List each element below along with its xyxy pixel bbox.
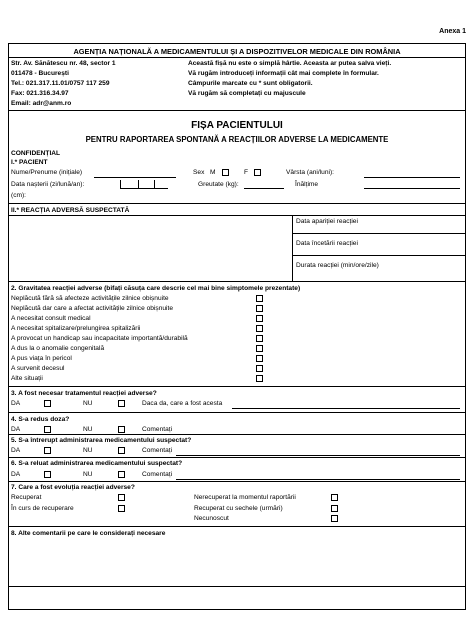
severity-option-1: Neplăcută fără să afecteze activitățile zilnice obișnuite (11, 295, 169, 302)
sex-male-checkbox[interactable] (222, 169, 229, 176)
dose-reduced-yes-label: DA (11, 426, 21, 433)
discontinued-no-label: NU (83, 447, 93, 454)
severity-option-7: A pus viața în pericol (11, 355, 72, 362)
reaction-divider (292, 215, 293, 281)
note-2: Vă rugăm introduceți informații cât mai complete în formular. (188, 70, 379, 77)
dose-reduced-comments-label: Comentați (142, 426, 173, 433)
height-label: Înălțime (295, 181, 319, 188)
contact-fax: Fax: 021.316.34.97 (11, 90, 69, 97)
confidential-label: CONFIDENȚIAL (11, 150, 61, 157)
divider (8, 281, 466, 282)
sex-male-label: M (210, 169, 216, 176)
divider (8, 215, 466, 216)
treatment-no-checkbox[interactable] (118, 400, 125, 407)
outcome-recovered-label: Recuperat (11, 494, 42, 501)
dose-reduced-no-label: NU (83, 426, 93, 433)
divider (8, 481, 466, 482)
resumed-comments-label: Comentați (142, 471, 173, 478)
severity-option-8: A survenit decesul (11, 365, 65, 372)
severity-option-4: A necesitat spitalizare/prelungirea spitalizării (11, 325, 141, 332)
severity-checkbox-9[interactable] (256, 375, 263, 382)
sex-female-label: F (244, 169, 249, 176)
duration-label: Durata reacției (min/ore/zile) (296, 262, 379, 269)
dob-separator (120, 180, 121, 189)
severity-checkbox-8[interactable] (256, 365, 263, 372)
resumed-yes-label: DA (11, 471, 21, 478)
severity-checkbox-1[interactable] (256, 295, 263, 302)
name-label: Nume/Prenume (inițiale) (11, 169, 83, 176)
note-1: Această fișă nu este o simplă hârtie. Aceasta ar putea salva vieți. (188, 60, 392, 67)
note-3: Câmpurile marcate cu * sunt obligatorii. (188, 80, 313, 87)
onset-label: Data apariției reacției (296, 218, 358, 225)
discontinued-comments-field[interactable] (176, 455, 460, 456)
outcome-recovering-checkbox[interactable] (118, 505, 125, 512)
dose-reduced-heading: 4. S-a redus doza? (11, 416, 70, 423)
treatment-detail-label: Daca da, care a fost acesta (142, 400, 223, 407)
height-field[interactable] (364, 188, 460, 189)
contact-address: Str. Av. Sănătescu nr. 48, sector 1 (11, 60, 116, 67)
outcome-sequelae-checkbox[interactable] (331, 505, 338, 512)
annex-label: Anexa 1 (439, 28, 466, 35)
outcome-recovered-checkbox[interactable] (118, 494, 125, 501)
dob-separator (138, 180, 139, 189)
contact-email: Email: adr@anm.ro (11, 100, 72, 107)
dose-reduced-yes-checkbox[interactable] (44, 426, 51, 433)
divider (8, 110, 466, 111)
severity-checkbox-5[interactable] (256, 335, 263, 342)
divider (8, 57, 466, 58)
treatment-heading: 3. A fost necesar tratamentul reacției adverse? (11, 390, 157, 397)
end-label: Data încetării reacției (296, 240, 358, 247)
resumed-yes-checkbox[interactable] (44, 471, 51, 478)
treatment-yes-label: DA (11, 400, 21, 407)
outcome-recovering-label: În curs de recuperare (11, 505, 74, 512)
form-title: FIȘA PACIENTULUI (191, 120, 283, 131)
divider (8, 586, 466, 587)
treatment-yes-checkbox[interactable] (44, 400, 51, 407)
outcome-not-recovered-label: Nerecuperat la momentul raportării (194, 494, 296, 501)
age-label: Vârsta (ani/luni): (286, 169, 335, 176)
severity-checkbox-7[interactable] (256, 355, 263, 362)
outcome-unknown-checkbox[interactable] (331, 515, 338, 522)
contact-tel: Tel.: 021.317.11.01/0757 117 259 (11, 80, 110, 87)
resumed-comments-field[interactable] (176, 479, 460, 480)
divider (8, 386, 466, 387)
severity-option-5: A provocat un handicap sau incapacitate importantă/durabilă (11, 335, 188, 342)
outcome-not-recovered-checkbox[interactable] (331, 494, 338, 501)
divider (292, 255, 466, 256)
divider (8, 412, 466, 413)
weight-field[interactable] (244, 188, 284, 189)
severity-checkbox-3[interactable] (256, 315, 263, 322)
divider (8, 434, 466, 435)
discontinued-heading: 5. S-a întrerupt administrarea medicamentului suspectat? (11, 437, 192, 444)
note-4: Vă rugăm să completați cu majuscule (188, 90, 306, 97)
resumed-no-label: NU (83, 471, 93, 478)
discontinued-yes-checkbox[interactable] (44, 447, 51, 454)
weight-label: Greutate (kg): (198, 181, 239, 188)
dob-label: Data nașterii (zi/lună/an): (11, 181, 85, 188)
sex-label: Sex (193, 169, 205, 176)
divider (8, 526, 466, 527)
age-field[interactable] (364, 177, 460, 178)
agency-title: AGENȚIA NAȚIONALĂ A MEDICAMENTULUI ȘI A DISPOZITIVELOR MEDICALE DIN ROMÂNIA (73, 47, 401, 56)
discontinued-no-checkbox[interactable] (118, 447, 125, 454)
name-field[interactable] (94, 177, 176, 178)
comments-area[interactable] (10, 540, 464, 584)
resumed-heading: 6. S-a reluat administrarea medicamentului suspectat? (11, 460, 183, 467)
severity-option-2: Neplăcută dar care a afectat activitățile zilnice obișnuite (11, 305, 174, 312)
discontinued-yes-label: DA (11, 447, 21, 454)
dose-reduced-no-checkbox[interactable] (118, 426, 125, 433)
outcome-heading: 7. Care a fost evoluția reacției adverse? (11, 484, 135, 491)
form-subtitle: PENTRU RAPORTAREA SPONTANĂ A REACȚIILOR ADVERSE LA MEDICAMENTE (85, 135, 389, 144)
severity-heading: 2. Gravitatea reacției adverse (bifați căsuța care descrie cel mai bine simptomele prezentate) (11, 285, 301, 292)
treatment-no-label: NU (83, 400, 93, 407)
outcome-unknown-label: Necunoscut (194, 515, 229, 522)
height-unit-label: (cm): (11, 192, 27, 199)
patient-heading: I.* PACIENT (11, 159, 48, 166)
sex-female-checkbox[interactable] (254, 169, 261, 176)
severity-checkbox-4[interactable] (256, 325, 263, 332)
comments-heading: 8. Alte comentarii pe care le considerați necesare (11, 530, 166, 537)
severity-option-3: A necesitat consult medical (11, 315, 91, 322)
outcome-sequelae-label: Recuperat cu sechele (urmări) (194, 505, 283, 512)
severity-option-6: A dus la o anomalie congenitală (11, 345, 105, 352)
treatment-detail-field[interactable] (232, 408, 460, 409)
severity-checkbox-2[interactable] (256, 305, 263, 312)
resumed-no-checkbox[interactable] (118, 471, 125, 478)
severity-option-9: Alte situații (11, 375, 43, 382)
discontinued-comments-label: Comentați (142, 447, 173, 454)
dob-field[interactable] (120, 188, 168, 189)
reaction-heading: II.* REACȚIA ADVERSĂ SUSPECTATĂ (11, 207, 130, 214)
divider (292, 233, 466, 234)
severity-checkbox-6[interactable] (256, 345, 263, 352)
divider (8, 457, 466, 458)
contact-city: 011478 - București (11, 70, 69, 77)
dob-separator (154, 180, 155, 189)
divider (8, 203, 466, 204)
